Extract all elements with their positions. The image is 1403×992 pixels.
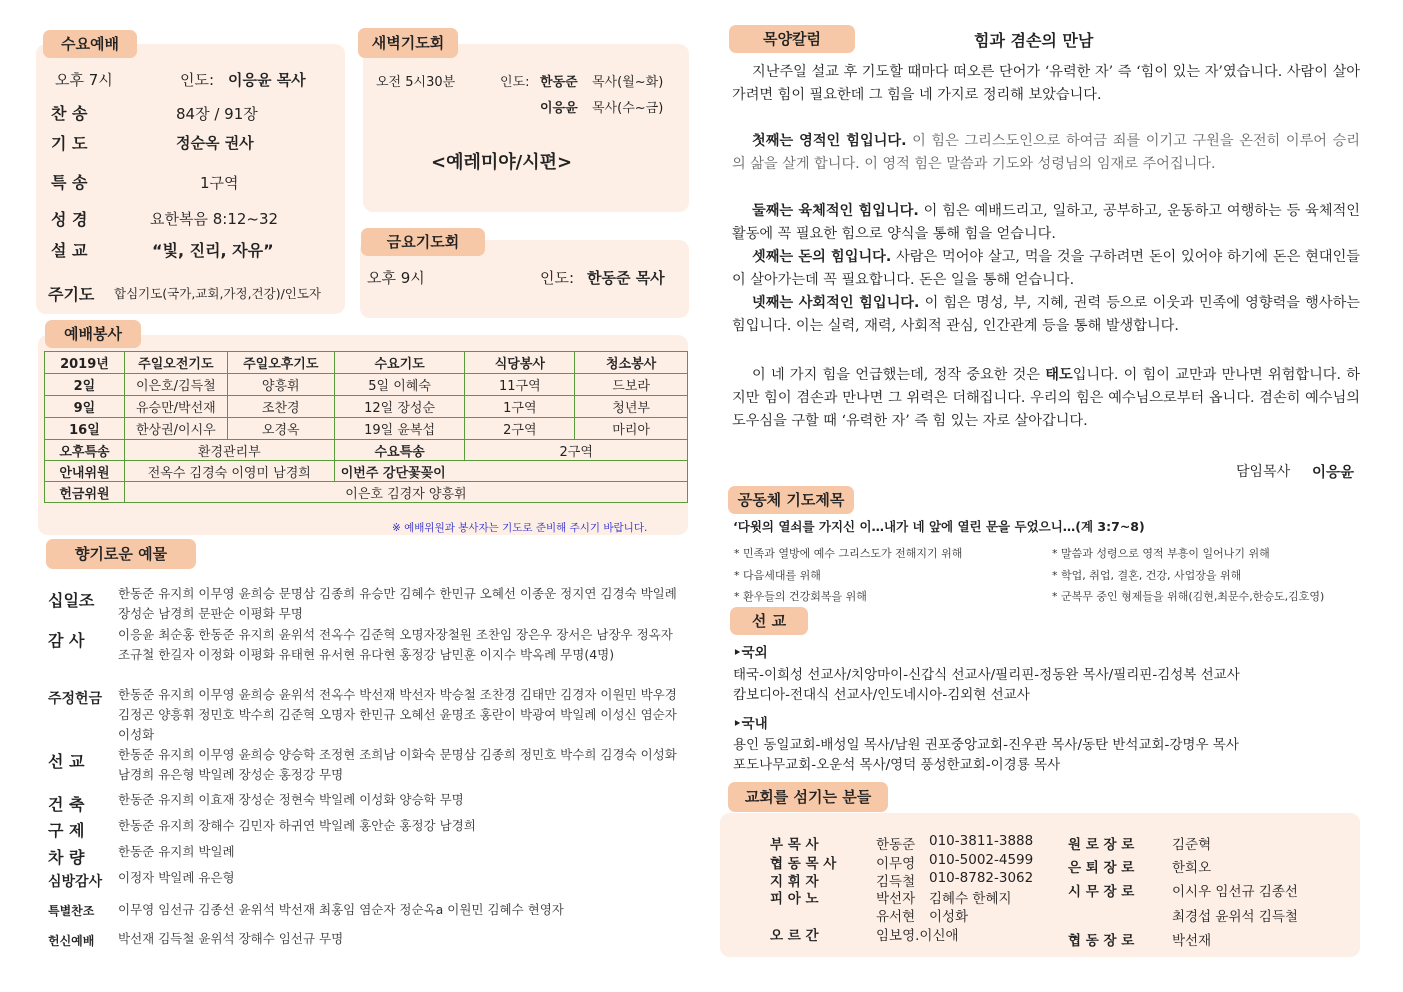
service-cell: 5일 이혜숙 bbox=[334, 374, 465, 396]
wednesday-time: 오후 7시 bbox=[55, 71, 113, 89]
offering-label: 십일조 bbox=[48, 591, 95, 610]
elder-names: 김준혁 bbox=[1172, 837, 1212, 853]
staff-name: 한동준 bbox=[876, 837, 916, 853]
prayer-item: * 다음세대를 위해 bbox=[734, 569, 821, 582]
column-signature-name: 이응윤 bbox=[1312, 465, 1355, 481]
wednesday-prayer-label: 기 도 bbox=[51, 134, 88, 153]
offering-names: 이무영 임선규 김종선 윤위석 박선재 최홍임 염순자 정순옥a 이원민 김혜수 현영자 bbox=[118, 902, 564, 917]
offering-label: 헌신예배 bbox=[48, 934, 95, 948]
service-cell: 오경옥 bbox=[227, 418, 334, 440]
column-text: 이 네 가지 힘을 언급했는데, 정작 중요한 것은 bbox=[752, 367, 1046, 383]
dawn-leader-label: 인도: bbox=[500, 75, 530, 90]
dawn-leader-1-suffix: 목사(월~화) bbox=[592, 75, 664, 90]
column-text: 사람은 먹어야 살고, 먹을 것을 구하려면 돈이 있어야 하기에 돈은 현대인들이 살아가는데 꼭 필요합니다. 돈은 일을 통해 얻습니다. bbox=[732, 249, 1360, 288]
column-paragraph-4 bbox=[732, 246, 1360, 292]
staff-name: 유서현 bbox=[876, 909, 916, 925]
column-tag: 목양칼럼 bbox=[729, 25, 855, 53]
prayer-verse: ‘다윗의 열쇠를 가지신 이…내가 네 앞에 열린 문을 두었으니…(계 3:7~8) bbox=[733, 519, 1145, 534]
offering-label: 주정헌금 bbox=[48, 691, 103, 707]
service-cell: 유승만/박선재 bbox=[124, 396, 227, 418]
column-lead: 둘째는 육체적인 힘입니다. bbox=[752, 203, 919, 219]
prayer-item: * 군복무 중인 형제들을 위해(김현,최문수,한승도,김호영) bbox=[1052, 590, 1325, 603]
wednesday-lords-prayer-label: 주기도 bbox=[48, 285, 95, 304]
offering-names: 이응윤 최순홍 한동준 유지희 윤위석 전옥수 김준혁 오명자장철원 조찬임 장은우 장서은 남장우 정옥자 조규철 한길자 이정화 이평화 유태현 유서현 유다현 홍정강 남민훈 이지수 박옥례 무명(4명) bbox=[118, 627, 673, 662]
service-cell: 드보라 bbox=[575, 374, 688, 396]
service-cell: 조찬경 bbox=[227, 396, 334, 418]
staff-name: 임보영.이신애 bbox=[876, 928, 959, 944]
staff-role: 피 아 노 bbox=[770, 891, 819, 907]
offering-label: 구 제 bbox=[48, 821, 85, 840]
staff-role: 부 목 사 bbox=[770, 837, 819, 853]
service-cell: 19일 윤복섭 bbox=[334, 418, 465, 440]
staff-phone: 010-3811-3888 bbox=[929, 833, 1034, 849]
special-wed: 2구역 bbox=[465, 440, 688, 461]
service-cell: 11구역 bbox=[465, 374, 575, 396]
offering-names: 한동준 유지희 장해수 김민자 하귀연 박일례 홍안순 홍정강 남경희 bbox=[118, 818, 476, 833]
service-cell: 12일 장성순 bbox=[334, 396, 465, 418]
elder-names: 이시우 임선규 김종선 bbox=[1172, 884, 1298, 900]
elder-role: 시 무 장 로 bbox=[1068, 884, 1135, 900]
offering-names: 박선재 김득철 윤위석 장해수 임선규 무명 bbox=[118, 931, 344, 946]
service-cell: 1구역 bbox=[465, 396, 575, 418]
column-lead: 넷째는 사회적인 힘입니다. bbox=[752, 295, 920, 311]
mission-domestic-label: ‣국내 bbox=[733, 716, 768, 732]
special-pm-label: 오후특송 bbox=[45, 440, 125, 461]
mission-tag: 선 교 bbox=[730, 607, 808, 635]
offering-committee-label: 헌금위원 bbox=[45, 482, 125, 503]
staff-name: 이무영 bbox=[876, 856, 916, 872]
special-pm: 환경관리부 bbox=[124, 440, 334, 461]
column-paragraph-5 bbox=[732, 292, 1360, 338]
wednesday-hymn-label: 찬 송 bbox=[51, 104, 88, 123]
wednesday-lords-prayer: 합심기도(국가,교회,가정,건강)/인도자 bbox=[114, 286, 322, 301]
column-text: 이 힘은 예배드리고, 일하고, 공부하고, 운동하고 여행하는 등 육체적인 활동에 꼭 필요한 힘으로 양식을 통해 힘을 얻습니다. bbox=[732, 203, 1360, 242]
offering-names: 한동준 유지희 이무영 윤희승 양승학 조정현 조희남 이화숙 문명삼 김종희 정민호 박수희 김경숙 이성화 남경희 유은형 박일례 장성순 홍정강 무명 bbox=[118, 747, 677, 782]
elder-role: 협 동 장 로 bbox=[1068, 933, 1135, 949]
prayer-item: * 환우들의 건강회복을 위해 bbox=[734, 590, 867, 603]
offering-names: 한동준 유지희 이효재 장성순 정현숙 박일례 이성화 양승학 무명 bbox=[118, 792, 464, 807]
mission-domestic-2: 포도나무교회-오운석 목사/영덕 풍성한교회-이경룡 목사 bbox=[733, 757, 1061, 773]
mission-overseas-1: 태국-이희성 선교사/치앙마이-신갑식 선교사/필리핀-정동완 목사/필리핀-김성복 선교사 bbox=[733, 667, 1240, 683]
offering-label: 특별찬조 bbox=[48, 904, 95, 918]
service-header: 청소봉사 bbox=[575, 352, 688, 374]
service-header: 식당봉사 bbox=[465, 352, 575, 374]
offerings-tag: 향기로운 예물 bbox=[46, 539, 196, 569]
altar-flowers: 이번주 강단꽃꽂이 bbox=[334, 461, 687, 482]
service-header: 2019년 bbox=[45, 352, 125, 374]
service-cell: 2구역 bbox=[465, 418, 575, 440]
staff-extra: 김혜수 한혜지 bbox=[929, 891, 1012, 907]
service-usher-row bbox=[45, 461, 688, 482]
staff-name: 김득철 bbox=[876, 874, 916, 890]
wednesday-prayer: 정순옥 권사 bbox=[176, 134, 254, 152]
offering-names: 한동준 유지희 이무영 윤희승 윤위석 전옥수 박선재 박선자 박승철 조찬경 김태만 김경자 이원민 박우경 김정곤 양흥휘 정민호 박수희 김준혁 오명자 한민규 오혜선 윤명조 홍란이 박광여 박일례 이성신 염순자 이성화 bbox=[118, 687, 677, 742]
wednesday-scripture: 요한복음 8:12~32 bbox=[150, 210, 279, 228]
service-table bbox=[44, 351, 688, 503]
column-text: 이 힘은 그리스도인으로 하여금 죄를 이기고 구원을 온전히 이루어 승리의 삶을 살게 합니다. 이 영적 힘은 말씀과 기도와 성령님의 임재로 주어집니다. bbox=[732, 133, 1360, 172]
wednesday-special: 1구역 bbox=[200, 174, 239, 192]
elder-names: 한희오 bbox=[1172, 860, 1212, 876]
service-cell: 16일 bbox=[45, 418, 125, 440]
service-cell: 양흥휘 bbox=[227, 374, 334, 396]
service-header: 주일오전기도 bbox=[124, 352, 227, 374]
offering-committee: 이은호 김경자 양흥휘 bbox=[124, 482, 687, 503]
elder-names: 최경섭 윤위석 김득철 bbox=[1172, 909, 1298, 925]
column-text: 이 힘은 명성, 부, 지혜, 권력 등으로 이웃과 민족에 영향력을 행사하는 힘입니다. 이는 실력, 재력, 사회적 관심, 인간관계 등을 통해 발생합니다. bbox=[732, 295, 1360, 334]
service-cell: 마리아 bbox=[575, 418, 688, 440]
prayer-item: * 말씀과 성령으로 영적 부흥이 일어나기 위해 bbox=[1052, 547, 1270, 560]
wednesday-sermon: “빛, 진리, 자유” bbox=[152, 241, 274, 260]
service-header: 주일오후기도 bbox=[227, 352, 334, 374]
offering-names: 한동준 유지희 이무영 윤희승 문명삼 김종희 유승만 김혜수 한민규 오혜선 이종운 정지연 김경숙 박일례 장성순 남경희 문판순 이평화 무명 bbox=[118, 586, 677, 621]
prayer-item: * 학업, 취업, 결혼, 건강, 사업장을 위해 bbox=[1052, 569, 1242, 582]
offering-label: 심방감사 bbox=[48, 874, 103, 890]
wednesday-leader: 이응윤 목사 bbox=[228, 71, 306, 89]
service-cell: 청년부 bbox=[575, 396, 688, 418]
staff-phone: 010-5002-4599 bbox=[929, 852, 1034, 868]
service-row bbox=[45, 418, 688, 440]
service-note: ※ 예배위원과 봉사자는 기도로 준비해 주시기 바랍니다. bbox=[392, 522, 648, 534]
wednesday-scripture-label: 성 경 bbox=[51, 210, 88, 229]
staff-tag: 교회를 섬기는 분들 bbox=[728, 782, 888, 812]
staff-name: 박선자 bbox=[876, 891, 916, 907]
friday-leader: 한동준 목사 bbox=[587, 269, 665, 287]
mission-domestic-1: 용인 동일교회-배성일 목사/남원 권포중앙교회-진우관 목사/동탄 반석교회-강명우 목사 bbox=[733, 737, 1239, 753]
staff-role: 오 르 간 bbox=[770, 928, 819, 944]
column-signature-role: 담임목사 bbox=[1236, 464, 1291, 480]
service-cell: 9일 bbox=[45, 396, 125, 418]
service-header-row bbox=[45, 352, 688, 374]
staff-extra: 이성화 bbox=[929, 909, 969, 925]
column-lead: 첫째는 영적인 힘입니다. bbox=[752, 133, 907, 149]
service-row bbox=[45, 396, 688, 418]
elder-role: 원 로 장 로 bbox=[1068, 837, 1135, 853]
service-offering-row bbox=[45, 482, 688, 503]
mission-overseas-label: ‣국외 bbox=[733, 645, 768, 661]
mission-overseas-2: 캄보디아-전대식 선교사/인도네시아-김외현 선교사 bbox=[733, 687, 1030, 703]
dawn-leader-2-suffix: 목사(수~금) bbox=[592, 101, 664, 116]
prayer-tag: 공동체 기도제목 bbox=[728, 486, 854, 514]
offering-label: 건 축 bbox=[48, 795, 85, 814]
prayer-item: * 민족과 열방에 예수 그리스도가 전해지기 위해 bbox=[734, 547, 963, 560]
ushers: 전옥수 김경숙 이영미 남경희 bbox=[124, 461, 334, 482]
wednesday-service-tag: 수요예배 bbox=[43, 30, 137, 58]
staff-phone: 010-8782-3062 bbox=[929, 870, 1034, 886]
wednesday-leader-label: 인도: bbox=[180, 71, 215, 89]
dawn-leader-2: 이응윤 bbox=[540, 101, 578, 116]
column-paragraph-1 bbox=[732, 61, 1360, 107]
column-text: 입니다. 이 힘이 교만과 만나면 위험합니다. 하지만 힘이 겸손과 만나면 그 위력은 더해집니다. 우리의 힘은 예수님으로부터 옵니다. 겸손히 예수님의 도우심을 구할 때 ‘유력한 자’ 즉 힘 있는 자로 살아갑니다. bbox=[732, 367, 1360, 429]
staff-role: 지 휘 자 bbox=[770, 874, 819, 890]
column-paragraph-6 bbox=[732, 364, 1360, 433]
column-emphasis: 태도 bbox=[1045, 367, 1073, 383]
offering-names: 이정자 박일례 유은형 bbox=[118, 870, 235, 885]
offering-label: 차 량 bbox=[48, 848, 85, 867]
service-cell: 한상권/이시우 bbox=[124, 418, 227, 440]
service-row bbox=[45, 374, 688, 396]
special-wed-label: 수요특송 bbox=[334, 440, 465, 461]
column-lead: 셋째는 돈의 힘입니다. bbox=[752, 249, 892, 265]
dawn-leader-1: 한동준 bbox=[540, 75, 578, 90]
service-cell: 이은호/김득철 bbox=[124, 374, 227, 396]
friday-prayer-tag: 금요기도회 bbox=[361, 228, 485, 256]
dawn-prayer-panel bbox=[363, 44, 689, 212]
service-tag: 예배봉사 bbox=[45, 320, 141, 348]
offering-label: 선 교 bbox=[48, 752, 85, 771]
service-header: 수요기도 bbox=[334, 352, 465, 374]
elder-names: 박선재 bbox=[1172, 933, 1212, 949]
service-cell: 2일 bbox=[45, 374, 125, 396]
friday-time: 오후 9시 bbox=[367, 269, 425, 287]
column-text: 지난주일 설교 후 기도할 때마다 떠오른 단어가 ‘유력한 자’ 즉 ‘힘이 있는 자’였습니다. 사람이 살아가려면 힘이 필요한데 그 힘을 네 가지로 정리해 보았습니다. bbox=[732, 64, 1360, 103]
dawn-time: 오전 5시30분 bbox=[376, 75, 456, 90]
column-paragraph-3 bbox=[732, 200, 1360, 246]
wednesday-hymn: 84장 / 91장 bbox=[176, 105, 258, 123]
dawn-prayer-tag: 새벽기도회 bbox=[358, 28, 458, 58]
staff-role: 협 동 목 사 bbox=[770, 856, 837, 872]
offering-label: 감 사 bbox=[48, 631, 85, 650]
usher-label: 안내위원 bbox=[45, 461, 125, 482]
column-paragraph-2 bbox=[732, 130, 1360, 176]
elder-role: 은 퇴 장 로 bbox=[1068, 860, 1135, 876]
friday-leader-label: 인도: bbox=[540, 269, 575, 287]
offering-names: 한동준 유지희 박일례 bbox=[118, 844, 235, 859]
wednesday-sermon-label: 설 교 bbox=[51, 241, 88, 260]
service-special-row bbox=[45, 440, 688, 461]
dawn-scripture: <예레미야/시편> bbox=[431, 152, 573, 173]
wednesday-special-label: 특 송 bbox=[51, 173, 88, 192]
column-title: 힘과 겸손의 만남 bbox=[974, 31, 1094, 50]
